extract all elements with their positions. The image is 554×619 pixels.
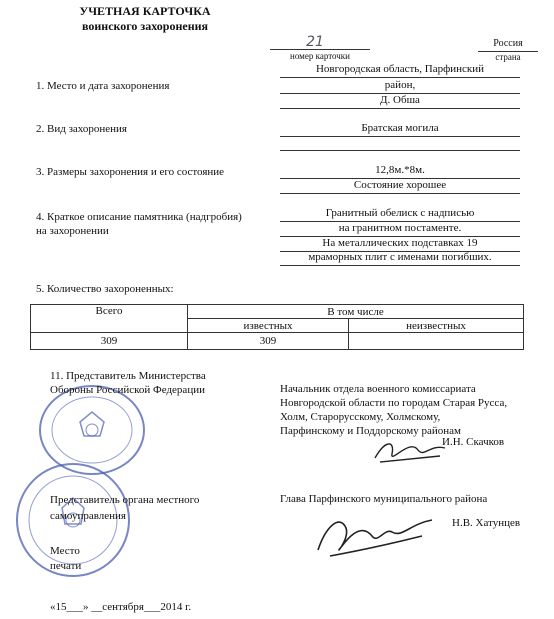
card-number-value: 21 [306,34,324,50]
commissariat-signature [370,430,450,470]
commissariat-line3: Холм, Старорусскому, Холмскому, [280,411,441,423]
head-title: Глава Парфинского муниципального района [280,493,488,505]
size-line-2: Состояние хорошее [353,179,447,191]
country-label: страна [495,52,521,62]
ministry-rep-line1: 11. Представитель Министерства [50,370,206,382]
head-signature [312,506,438,564]
count-header-total: Всего [31,305,188,333]
count-table [30,304,524,350]
count-header-known: известных [188,319,349,333]
type-rule-2 [280,150,520,151]
count-total: 309 [31,333,188,350]
count-unknown [349,333,524,350]
description-label-line2: на захоронении [36,225,109,237]
seal-place-line1: Место [50,545,80,557]
card-title-line1: УЧЕТНАЯ КАРТОЧКА [79,4,211,18]
description-line-3: На металлических подставках 19 [322,237,478,249]
commissariat-line1: Начальник отдела военного комиссариата [280,383,476,395]
size-label: 3. Размеры захоронения и его состояние [36,166,225,178]
type-line-1: Братская могила [361,122,439,134]
description-line-4: мраморных плит с именами погибших. [308,251,492,263]
description-label-line1: 4. Краткое описание памятника (надгробия) [36,211,242,223]
size-rule-2 [280,193,520,194]
local-rep-line1: Представитель органа местного [50,494,200,506]
place-line-1: Новгородская область, Парфинский [315,63,485,75]
count-header-unknown: неизвестных [349,319,524,333]
seal-place-line2: печати [50,560,82,572]
card-title-line2: воинского захоронения [81,19,209,33]
card-title [50,4,240,34]
local-rep-label [50,492,199,524]
commissariat-line2: Новгородской области по городам Старая Русса, [280,397,508,409]
commissariat-line4: Парфинскому и Поддорскому районам [280,425,462,437]
place-rule-3 [280,108,520,109]
count-known: 309 [188,333,349,350]
description-line-1: Гранитный обелиск с надписью [325,207,475,219]
description-rule-4 [280,265,520,266]
commissariat-name: И.Н. Скачков [442,436,505,448]
ministry-rep-line2: Обороны Российской Федерации [50,384,205,396]
size-line-1: 12,8м.*8м. [375,164,425,176]
description-label [36,210,242,238]
card-date: «15___» __сентября___2014 г. [50,601,192,613]
type-rule-1 [280,136,520,137]
ministry-rep-label [50,369,206,397]
type-label: 2. Вид захоронения [36,123,127,135]
card-number-label: номер карточки [290,51,350,61]
description-line-2: на гранитном постаменте. [338,222,462,234]
place-label: 1. Место и дата захоронения [36,80,170,92]
card-number-underline [270,49,370,50]
country-value: Россия [493,38,523,49]
local-rep-line2: самоуправления [50,510,126,522]
place-rule-1 [280,77,520,78]
count-label: 5. Количество захороненных: [36,283,174,295]
seal-place-label [50,544,81,574]
head-name: Н.В. Хатунцев [452,517,521,529]
count-header-including: В том числе [188,305,524,319]
place-line-2: район, [384,79,416,91]
place-line-3: Д. Обша [380,94,420,106]
